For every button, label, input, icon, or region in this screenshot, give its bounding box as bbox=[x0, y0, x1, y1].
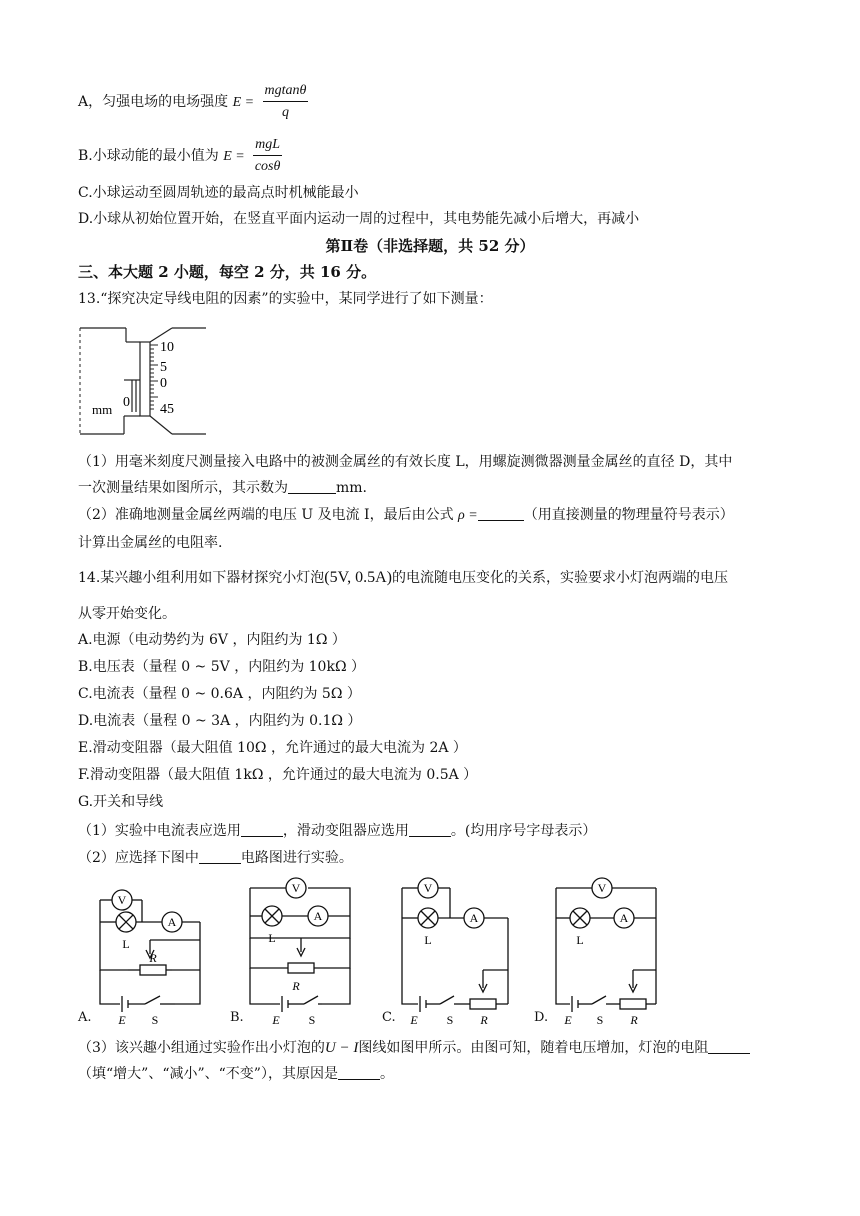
lamp-label: L bbox=[122, 937, 130, 951]
equipment-item: D.电流表（量程 0 ~ 3A ，内阻约为 0.1Ω ） bbox=[78, 713, 362, 729]
source-label: E bbox=[118, 1013, 126, 1027]
q14-part3-line2 bbox=[78, 1064, 394, 1084]
option-b-lhs: E = bbox=[223, 149, 245, 164]
q14-part1-note: 。(均用序号字母表示） bbox=[450, 823, 597, 839]
switch-label: S bbox=[151, 1013, 159, 1027]
option-a-numerator: mgtanθ bbox=[263, 82, 309, 102]
q14-part3-text-3: （填“增大”、“减小”、“不变”），其原因是 bbox=[78, 1066, 338, 1082]
q14-part3-end: 。 bbox=[379, 1066, 394, 1082]
q14-part3-text: （3）该兴趣小组通过实验作出小灯泡的 bbox=[78, 1040, 325, 1056]
circuit-c bbox=[402, 888, 508, 1012]
equipment-item: F.滑动变阻器（最大阻值 1kΩ ，允许通过的最大电流为 0.5A ） bbox=[78, 767, 478, 783]
equipment-item: G.开关和导线 bbox=[78, 794, 164, 810]
equipment-item: E.滑动变阻器（最大阻值 10Ω ，允许通过的最大电流为 2A ） bbox=[78, 740, 467, 756]
q14-stem-text-2: 的电流随电压变化的关系，实验要求小灯泡两端的电压 bbox=[391, 570, 728, 586]
micrometer-tick-label: 10 bbox=[160, 340, 174, 355]
source-label: E bbox=[564, 1013, 572, 1027]
option-b bbox=[78, 136, 282, 176]
q13-part2-text: （2）准确地测量金属丝两端的电压 U 及电流 I，最后由公式 bbox=[78, 507, 454, 523]
switch-label: S bbox=[596, 1013, 604, 1027]
rho-symbol: ρ = bbox=[458, 508, 478, 523]
lamp-label: L bbox=[268, 931, 276, 945]
answer-blank[interactable] bbox=[708, 1039, 750, 1054]
circuit-caption-c[interactable]: C. bbox=[382, 1010, 396, 1025]
answer-blank[interactable] bbox=[338, 1065, 380, 1080]
voltmeter-label: V bbox=[291, 881, 301, 895]
source-label: E bbox=[272, 1013, 280, 1027]
q13-part1-text: 一次测量结果如图所示，其示数为 bbox=[78, 480, 288, 496]
q14-stem-text: 14.某兴趣小组利用如下器材探究小灯泡 bbox=[78, 570, 325, 586]
q14-part2 bbox=[78, 848, 353, 868]
answer-blank[interactable] bbox=[288, 479, 336, 494]
q13-stem: 13.“探究决定导线电阻的因素”的实验中，某同学进行了如下测量： bbox=[78, 291, 493, 307]
answer-blank[interactable] bbox=[199, 849, 241, 864]
lamp-label: L bbox=[424, 933, 432, 947]
option-b-numerator: mgL bbox=[253, 136, 282, 156]
lamp-label: L bbox=[576, 933, 584, 947]
circuit-caption-d[interactable]: D. bbox=[534, 1010, 549, 1025]
q14-part1-text-2: ，滑动变阻器应选用 bbox=[282, 823, 409, 839]
option-a-lhs: E = bbox=[232, 95, 255, 110]
rheostat-label: R bbox=[630, 1013, 638, 1027]
q13-part2-line2: 计算出金属丝的电阻率. bbox=[78, 535, 223, 551]
switch-label: S bbox=[446, 1013, 454, 1027]
circuit-diagrams bbox=[0, 870, 860, 1030]
q14-part2-text: （2）应选择下图中 bbox=[78, 850, 199, 866]
q14-part2-text-2: 电路图进行实验。 bbox=[240, 850, 353, 866]
q13-part2-note: （用直接测量的物理量符号表示） bbox=[523, 507, 734, 523]
option-b-denominator: cosθ bbox=[254, 159, 281, 174]
voltmeter-label: V bbox=[117, 893, 127, 907]
equipment-item: A.电源（电动势约为 6V ，内阻约为 1Ω ） bbox=[78, 632, 346, 648]
q13-part2-line1 bbox=[78, 505, 734, 526]
q14-stem-line2: 从零开始变化。 bbox=[78, 606, 176, 622]
option-c: C.小球运动至圆周轨迹的最高点时机械能最小 bbox=[78, 185, 359, 201]
rheostat-label: R bbox=[480, 1013, 488, 1027]
circuit-d bbox=[556, 888, 656, 1012]
ammeter-label: A bbox=[313, 909, 323, 923]
micrometer-unit: mm bbox=[92, 402, 113, 417]
q14-part1 bbox=[78, 821, 596, 841]
option-a bbox=[78, 82, 308, 122]
answer-blank[interactable] bbox=[409, 822, 451, 837]
circuit-b bbox=[250, 888, 350, 1012]
option-a-denominator: q bbox=[281, 105, 289, 120]
section-2-title: 第Ⅱ卷（非选择题，共 52 分） bbox=[325, 237, 535, 255]
option-b-fraction bbox=[253, 136, 282, 176]
equipment-item: B.电压表（量程 0 ~ 5V ，内阻约为 10kΩ ） bbox=[78, 659, 365, 675]
voltmeter-label: V bbox=[597, 881, 607, 895]
q14-bulb-rating: (5V, 0.5A) bbox=[324, 569, 392, 586]
circuit-caption-b[interactable]: B. bbox=[230, 1010, 244, 1025]
switch-label: S bbox=[308, 1013, 316, 1027]
rheostat-label: R bbox=[292, 979, 300, 993]
micrometer-figure bbox=[74, 320, 209, 442]
q13-part1-line2 bbox=[78, 478, 367, 498]
ammeter-label: A bbox=[469, 911, 479, 925]
q14-part1-text: （1）实验中电流表应选用 bbox=[78, 823, 241, 839]
micrometer-tick-label: 0 bbox=[160, 376, 167, 391]
voltmeter-label: V bbox=[423, 881, 433, 895]
option-a-fraction bbox=[263, 82, 309, 122]
option-b-text: B.小球动能的最小值为 bbox=[78, 148, 219, 164]
micrometer-tick-label: 5 bbox=[160, 360, 167, 375]
micrometer-main-zero: 0 bbox=[123, 395, 130, 410]
rheostat-label: R bbox=[149, 951, 157, 965]
q14-part3-text-2: 图线如图甲所示。由图可知，随着电压增加，灯泡的电阻 bbox=[358, 1040, 709, 1056]
equipment-item: C.电流表（量程 0 ~ 0.6A ，内阻约为 5Ω ） bbox=[78, 686, 361, 702]
circuit-caption-a[interactable]: A. bbox=[78, 1010, 92, 1025]
ui-graph-symbol: U − I bbox=[324, 1040, 359, 1056]
ammeter-label: A bbox=[619, 911, 629, 925]
option-d: D.小球从初始位置开始，在竖直平面内运动一周的过程中，其电势能先减小后增大，再减小 bbox=[78, 211, 640, 227]
source-label: E bbox=[410, 1013, 418, 1027]
q14-stem-line1 bbox=[78, 568, 728, 588]
q13-part1-unit: mm. bbox=[336, 480, 368, 496]
q13-part1-line1: （1）用毫米刻度尺测量接入电路中的被测金属丝的有效长度 L，用螺旋测微器测量金属丝的直径 D，其中 bbox=[78, 454, 733, 470]
part-3-title: 三、本大题 2 小题，每空 2 分，共 16 分。 bbox=[78, 263, 377, 281]
ammeter-label: A bbox=[167, 915, 177, 929]
answer-blank[interactable] bbox=[478, 506, 524, 521]
option-a-text: A，匀强电场的电场强度 bbox=[78, 94, 229, 110]
q14-part3-line1 bbox=[78, 1038, 750, 1058]
answer-blank[interactable] bbox=[241, 822, 283, 837]
micrometer-tick-label: 45 bbox=[160, 402, 174, 417]
